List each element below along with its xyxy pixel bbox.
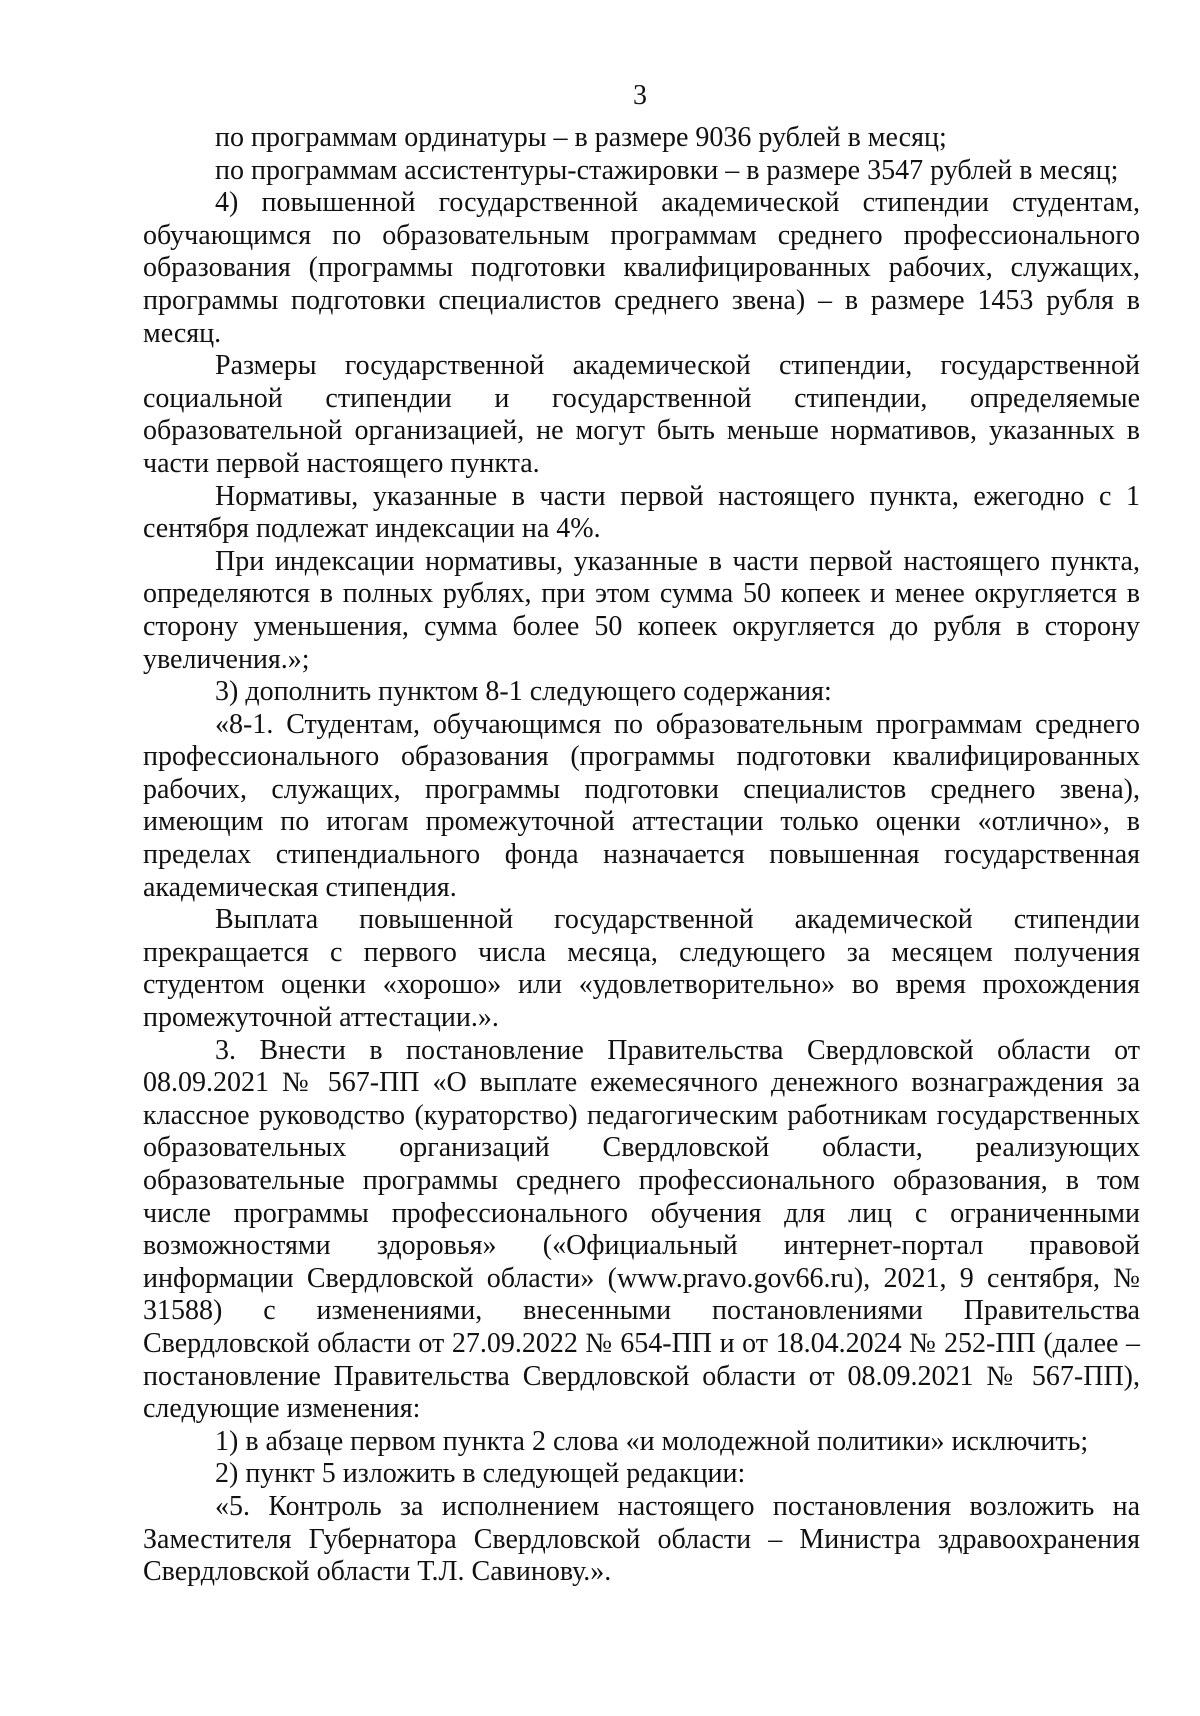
paragraph-increased-scholarship: 4) повышенной государственной академической стипендии студентам, обучающимся по образовательным программам среднего профессионального образования (программы подготовки квалифицированных рабочих, служащих, программы подготовки специалистов среднего звена) – в размере 1453 рубля в месяц. xyxy=(143,187,1140,349)
page-number: 3 xyxy=(633,80,647,111)
paragraph-item-8-1: «8-1. Студентам, обучающимся по образовательным программам среднего профессионального образования (программы подготовки квалифицированных рабочих, служащих, программы подготовки специалистов среднего звена), имеющим по итогам промежуточной аттестации только оценки «отлично», в пределах стипендиального фонда назначается повышенная государственная академическая стипендия. xyxy=(143,708,1140,903)
paragraph-amend-resolution: 3. Внести в постановление Правительства Свердловской области от 08.09.2021 № 567-ПП «О выплате ежемесячного денежного вознаграждения за классное руководство (кураторство) педагогическим работникам государственных образовательных организаций Свердловской области, реализующих образовательные программы среднего профессионального образования, в том числе программы профессионального обучения для лиц с ограниченными возможностями здоровья» («Официальный интернет-портал правовой информации Свердловской области» (www.pravo.gov66.ru), 2021, 9 сентября, № 31588) с изменениями, внесенными постановлениями Правительства Свердловской области от 27.09.2022 № 654-ПП и от 18.04.2024 № 252-ПП (далее – постановление Правительства Свердловской области от 08.09.2021 № 567-ПП), следующие изменения: xyxy=(143,1034,1140,1425)
paragraph-amendment-1: 1) в абзаце первом пункта 2 слова «и молодежной политики» исключить; xyxy=(215,1425,1089,1457)
document-body xyxy=(143,122,1140,1589)
paragraph-add-item-8-1: 3) дополнить пунктом 8-1 следующего содержания: xyxy=(215,676,832,708)
paragraph-assistantship: по программам ассистентуры-стажировки – в размере 3547 рублей в месяц; xyxy=(215,154,1119,186)
paragraph-item-5: «5. Контроль за исполнением настоящего постановления возложить на Заместителя Губернатора Свердловской области – Министра здравоохранения Свердловской области Т.Л. Савинову.». xyxy=(143,1490,1140,1588)
paragraph-amendment-2: 2) пункт 5 изложить в следующей редакции: xyxy=(215,1458,746,1490)
paragraph-residency: по программам ординатуры – в размере 9036 рублей в месяц; xyxy=(215,122,947,153)
paragraph-payment-termination: Выплата повышенной государственной академической стипендии прекращается с первого числа месяца, следующего за месяцем получения студентом оценки «хорошо» или «удовлетворительно» во время прохождения промежуточной аттестации.». xyxy=(143,904,1140,1034)
paragraph-rounding: При индексации нормативы, указанные в части первой настоящего пункта, определяются в полных рублях, при этом сумма 50 копеек и менее округляется в сторону уменьшения, сумма более 50 копеек округляется до рубля в сторону увеличения.»; xyxy=(143,545,1140,675)
paragraph-indexation: Нормативы, указанные в части первой настоящего пункта, ежегодно с 1 сентября подлежат индексации на 4%. xyxy=(143,480,1140,545)
paragraph-scholarship-sizes: Размеры государственной академической стипендии, государственной социальной стипендии и государственной стипендии, определяемые образовательной организацией, не могут быть меньше нормативов, указанных в части первой настоящего пункта. xyxy=(143,350,1140,479)
